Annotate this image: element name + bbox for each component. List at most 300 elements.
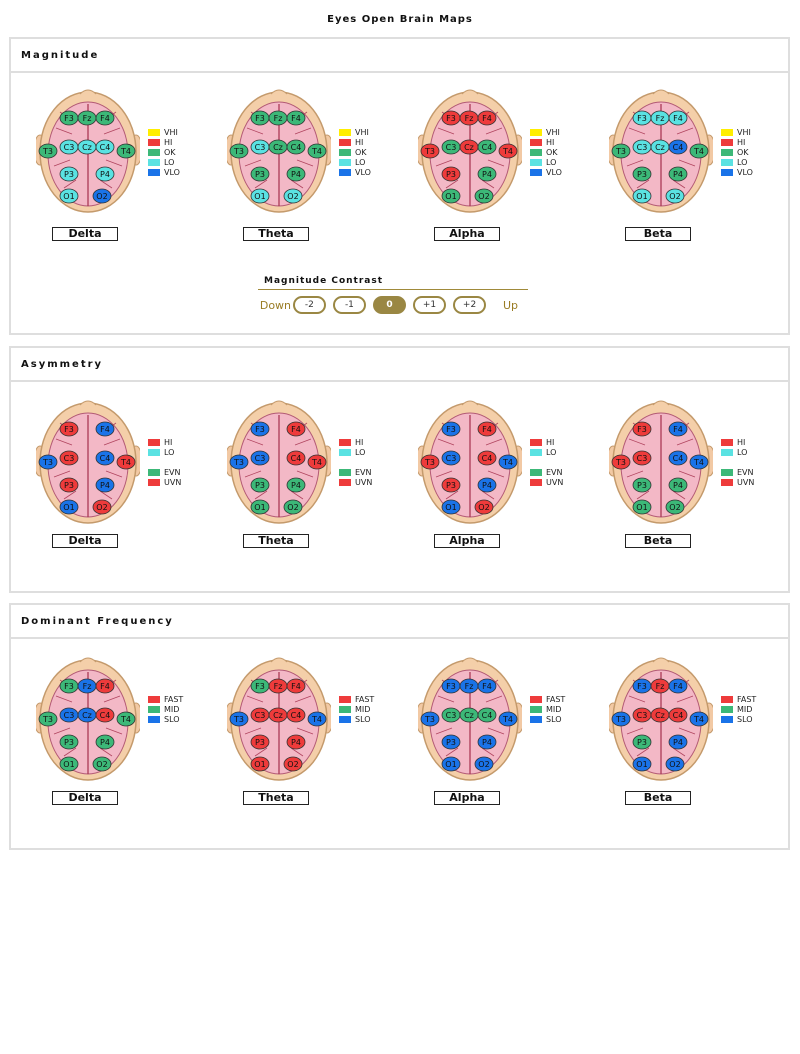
legend-label: OK — [355, 147, 367, 157]
head-illustration — [609, 656, 713, 786]
brain-map-magnitude-theta — [227, 88, 331, 240]
electrode-t3 — [612, 712, 630, 726]
legend-label: VHI — [164, 127, 178, 137]
legend-item — [148, 694, 183, 704]
legend-magnitude-beta — [721, 127, 753, 177]
legend-label: UVN — [737, 477, 755, 487]
legend-label: LO — [164, 447, 175, 457]
contrast-minus1-button[interactable]: -1 — [333, 296, 366, 314]
legend-swatch — [721, 139, 733, 146]
electrode-t3 — [39, 455, 57, 469]
electrode-f3 — [633, 111, 651, 125]
legend-swatch — [339, 716, 351, 723]
magnitude-title: Magnitude — [21, 49, 100, 61]
electrode-t4 — [499, 455, 517, 469]
svg-text:F4: F4 — [100, 425, 110, 434]
legend-swatch — [530, 139, 542, 146]
legend-asymmetry-beta — [721, 437, 754, 487]
head-illustration — [36, 399, 140, 529]
legend-item — [339, 467, 372, 477]
svg-text:P4: P4 — [673, 481, 683, 490]
legend-label: SLO — [164, 714, 180, 724]
svg-text:P3: P3 — [446, 738, 456, 747]
legend-item — [148, 457, 181, 467]
svg-text:P4: P4 — [100, 170, 110, 179]
electrode-o2 — [284, 757, 302, 771]
brain-map-asymmetry-beta — [609, 399, 713, 547]
svg-text:F3: F3 — [64, 114, 74, 123]
electrode-o1 — [633, 757, 651, 771]
legend-swatch — [530, 449, 542, 456]
svg-text:F3: F3 — [446, 114, 456, 123]
electrode-o2 — [475, 757, 493, 771]
magnitude-header — [11, 39, 788, 73]
svg-text:C4: C4 — [672, 454, 684, 463]
legend-item — [339, 157, 371, 167]
legend-label: SLO — [546, 714, 562, 724]
legend-item — [339, 714, 374, 724]
legend-swatch — [339, 449, 351, 456]
electrode-c3 — [251, 708, 269, 722]
band-label-delta: Delta — [52, 534, 118, 548]
electrode-t3 — [612, 455, 630, 469]
electrode-f4 — [287, 422, 305, 436]
electrode-p3 — [633, 478, 651, 492]
svg-text:T3: T3 — [616, 715, 626, 724]
electrode-p4 — [478, 735, 496, 749]
band-label-beta: Beta — [625, 227, 691, 241]
electrode-c3 — [251, 451, 269, 465]
legend-item — [148, 157, 180, 167]
legend-item — [530, 694, 565, 704]
svg-text:O1: O1 — [636, 503, 648, 512]
legend-item — [148, 167, 180, 177]
legend-item — [148, 477, 181, 487]
svg-text:T3: T3 — [234, 715, 244, 724]
asymmetry-header — [11, 348, 788, 382]
svg-text:F4: F4 — [482, 682, 492, 691]
head-illustration — [418, 399, 522, 529]
electrode-o1 — [60, 757, 78, 771]
svg-text:P3: P3 — [446, 481, 456, 490]
electrode-fz — [460, 111, 478, 125]
electrode-cz — [651, 140, 669, 154]
electrode-c4 — [287, 708, 305, 722]
svg-text:C3: C3 — [636, 143, 648, 152]
legend-item — [721, 127, 753, 137]
svg-text:P4: P4 — [482, 738, 492, 747]
svg-text:T3: T3 — [425, 715, 435, 724]
brain-map-dominant-frequency-beta — [609, 656, 713, 804]
electrode-c4 — [669, 708, 687, 722]
svg-text:P4: P4 — [291, 170, 301, 179]
legend-label: HI — [355, 437, 364, 447]
electrode-f4 — [669, 422, 687, 436]
electrode-o1 — [442, 189, 460, 203]
electrode-f3 — [60, 422, 78, 436]
legend-item — [339, 437, 372, 447]
electrode-t3 — [612, 144, 630, 158]
legend-label: LO — [355, 447, 366, 457]
legend-item — [530, 714, 565, 724]
legend-item — [339, 127, 371, 137]
svg-text:P3: P3 — [64, 738, 74, 747]
legend-swatch — [339, 469, 351, 476]
svg-text:O1: O1 — [254, 192, 266, 201]
electrode-o2 — [475, 500, 493, 514]
svg-text:P3: P3 — [255, 738, 265, 747]
svg-text:C3: C3 — [445, 143, 457, 152]
electrode-p3 — [60, 167, 78, 181]
legend-swatch — [721, 449, 733, 456]
dominant-frequency-title: Dominant Frequency — [21, 615, 174, 627]
svg-text:O1: O1 — [636, 192, 648, 201]
electrode-t3 — [230, 144, 248, 158]
svg-text:P4: P4 — [291, 481, 301, 490]
svg-text:F4: F4 — [291, 114, 301, 123]
brain-map-asymmetry-delta — [36, 399, 140, 547]
band-label-theta: Theta — [243, 534, 309, 548]
svg-text:F3: F3 — [637, 114, 647, 123]
legend-label: EVN — [164, 467, 181, 477]
svg-text:C4: C4 — [481, 143, 493, 152]
svg-text:O2: O2 — [287, 192, 299, 201]
legend-swatch — [530, 469, 542, 476]
electrode-f4 — [96, 111, 114, 125]
electrode-o1 — [251, 757, 269, 771]
electrode-c4 — [287, 140, 305, 154]
electrode-t3 — [230, 455, 248, 469]
electrode-f3 — [633, 422, 651, 436]
svg-text:Cz: Cz — [464, 143, 474, 152]
legend-swatch — [148, 139, 160, 146]
svg-text:C4: C4 — [290, 143, 302, 152]
svg-text:O2: O2 — [669, 503, 681, 512]
svg-text:F4: F4 — [673, 114, 683, 123]
svg-text:F3: F3 — [637, 425, 647, 434]
electrode-t4 — [690, 455, 708, 469]
electrode-cz — [269, 708, 287, 722]
electrode-f3 — [442, 111, 460, 125]
legend-label: LO — [546, 157, 557, 167]
electrode-p3 — [633, 167, 651, 181]
legend-item — [530, 477, 563, 487]
legend-item — [339, 704, 374, 714]
dominant-frequency-header — [11, 605, 788, 639]
svg-text:T3: T3 — [616, 458, 626, 467]
svg-text:O1: O1 — [445, 192, 457, 201]
legend-label: VHI — [355, 127, 369, 137]
head-illustration — [36, 88, 140, 218]
electrode-f4 — [287, 111, 305, 125]
legend-label: OK — [164, 147, 176, 157]
svg-text:F3: F3 — [64, 425, 74, 434]
svg-text:F3: F3 — [446, 682, 456, 691]
svg-text:F4: F4 — [100, 682, 110, 691]
svg-text:Fz: Fz — [655, 114, 665, 123]
electrode-o2 — [666, 757, 684, 771]
electrode-p3 — [251, 735, 269, 749]
legend-magnitude-delta — [148, 127, 180, 177]
electrode-cz — [269, 140, 287, 154]
legend-swatch — [339, 159, 351, 166]
contrast-down-label: Down — [259, 298, 292, 312]
band-label-beta: Beta — [625, 791, 691, 805]
legend-label: HI — [355, 137, 364, 147]
svg-text:P3: P3 — [255, 481, 265, 490]
svg-text:P4: P4 — [482, 481, 492, 490]
legend-item — [530, 147, 562, 157]
page-title: Eyes Open Brain Maps — [327, 14, 473, 25]
electrode-c3 — [60, 140, 78, 154]
band-label-theta: Theta — [243, 791, 309, 805]
svg-text:O2: O2 — [669, 192, 681, 201]
svg-text:C3: C3 — [636, 711, 648, 720]
svg-text:Fz: Fz — [82, 114, 92, 123]
legend-swatch — [721, 149, 733, 156]
svg-text:Fz: Fz — [464, 682, 474, 691]
svg-text:F4: F4 — [482, 425, 492, 434]
svg-text:C4: C4 — [481, 711, 493, 720]
svg-text:O2: O2 — [669, 760, 681, 769]
legend-swatch — [339, 479, 351, 486]
electrode-f4 — [478, 679, 496, 693]
electrode-fz — [651, 679, 669, 693]
head-illustration — [418, 656, 522, 786]
electrode-t3 — [39, 712, 57, 726]
legend-label: FAST — [164, 694, 184, 704]
electrode-t4 — [117, 144, 135, 158]
svg-text:O2: O2 — [478, 192, 490, 201]
legend-swatch — [339, 439, 351, 446]
electrode-f3 — [251, 111, 269, 125]
electrode-p4 — [287, 735, 305, 749]
legend-swatch — [339, 696, 351, 703]
electrode-o2 — [93, 189, 111, 203]
electrode-o2 — [284, 500, 302, 514]
electrode-o1 — [60, 500, 78, 514]
asymmetry-title: Asymmetry — [21, 358, 104, 370]
legend-label: UVN — [355, 477, 373, 487]
contrast-minus2-button[interactable]: -2 — [293, 296, 326, 314]
legend-swatch — [339, 149, 351, 156]
legend-asymmetry-alpha — [530, 437, 563, 487]
electrode-f3 — [251, 679, 269, 693]
svg-text:Cz: Cz — [655, 143, 665, 152]
legend-label: OK — [737, 147, 749, 157]
legend-swatch — [148, 479, 160, 486]
legend-item — [148, 447, 181, 457]
legend-item — [721, 694, 756, 704]
legend-item — [339, 137, 371, 147]
electrode-t4 — [499, 712, 517, 726]
legend-label: VLO — [164, 167, 180, 177]
legend-label: SLO — [737, 714, 753, 724]
svg-text:Fz: Fz — [464, 114, 474, 123]
electrode-t4 — [499, 144, 517, 158]
contrast-title: Magnitude Contrast — [264, 276, 384, 286]
svg-text:T3: T3 — [616, 147, 626, 156]
svg-text:P3: P3 — [446, 170, 456, 179]
svg-text:C4: C4 — [290, 454, 302, 463]
electrode-p3 — [251, 478, 269, 492]
legend-swatch — [530, 149, 542, 156]
legend-label: FAST — [355, 694, 375, 704]
svg-text:P4: P4 — [100, 481, 110, 490]
electrode-f3 — [251, 422, 269, 436]
legend-item — [148, 467, 181, 477]
legend-item — [148, 127, 180, 137]
legend-asymmetry-theta — [339, 437, 372, 487]
legend-swatch — [339, 706, 351, 713]
svg-text:T4: T4 — [694, 715, 704, 724]
svg-text:C3: C3 — [254, 711, 266, 720]
svg-text:F3: F3 — [255, 425, 265, 434]
svg-text:C3: C3 — [254, 454, 266, 463]
head-illustration — [227, 656, 331, 786]
svg-text:T3: T3 — [43, 458, 53, 467]
electrode-t4 — [308, 455, 326, 469]
legend-swatch — [721, 706, 733, 713]
contrast-controls — [258, 296, 528, 314]
electrode-c3 — [442, 451, 460, 465]
electrode-fz — [460, 679, 478, 693]
electrode-p4 — [96, 167, 114, 181]
svg-text:T4: T4 — [312, 147, 322, 156]
band-label-delta: Delta — [52, 227, 118, 241]
electrode-cz — [460, 708, 478, 722]
brain-map-magnitude-beta — [609, 88, 713, 240]
electrode-f3 — [60, 111, 78, 125]
head-illustration — [227, 88, 331, 218]
svg-text:P3: P3 — [637, 170, 647, 179]
contrast-0-button[interactable]: 0 — [373, 296, 406, 314]
legend-swatch — [339, 139, 351, 146]
svg-text:P3: P3 — [64, 170, 74, 179]
electrode-t4 — [690, 144, 708, 158]
electrode-f3 — [442, 422, 460, 436]
legend-swatch — [530, 706, 542, 713]
legend-item — [530, 467, 563, 477]
svg-text:T3: T3 — [425, 458, 435, 467]
svg-text:C3: C3 — [63, 454, 75, 463]
legend-swatch — [148, 439, 160, 446]
svg-text:O1: O1 — [63, 192, 75, 201]
electrode-p4 — [96, 478, 114, 492]
legend-label: EVN — [546, 467, 563, 477]
electrode-c4 — [478, 708, 496, 722]
electrode-c4 — [669, 140, 687, 154]
svg-text:T3: T3 — [43, 715, 53, 724]
legend-swatch — [148, 716, 160, 723]
electrode-p3 — [442, 735, 460, 749]
legend-item — [721, 457, 754, 467]
electrode-t4 — [690, 712, 708, 726]
electrode-o1 — [442, 757, 460, 771]
magnitude-contrast — [258, 276, 528, 314]
svg-text:O1: O1 — [445, 760, 457, 769]
electrode-p4 — [287, 478, 305, 492]
legend-swatch — [721, 716, 733, 723]
legend-swatch — [721, 479, 733, 486]
legend-item — [721, 714, 756, 724]
electrode-c4 — [96, 708, 114, 722]
svg-text:C3: C3 — [63, 143, 75, 152]
legend-item — [530, 704, 565, 714]
electrode-c3 — [442, 708, 460, 722]
svg-text:O1: O1 — [63, 760, 75, 769]
legend-label: MID — [164, 704, 180, 714]
legend-label: HI — [164, 437, 173, 447]
electrode-o1 — [251, 189, 269, 203]
legend-item — [721, 477, 754, 487]
contrast-divider — [258, 289, 528, 290]
svg-text:F4: F4 — [673, 682, 683, 691]
svg-text:T4: T4 — [503, 715, 513, 724]
legend-magnitude-alpha — [530, 127, 562, 177]
legend-item — [339, 457, 372, 467]
electrode-p3 — [633, 735, 651, 749]
legend-swatch — [148, 149, 160, 156]
legend-swatch — [339, 169, 351, 176]
legend-item — [721, 147, 753, 157]
electrode-fz — [651, 111, 669, 125]
electrode-c3 — [633, 140, 651, 154]
svg-text:O2: O2 — [96, 760, 108, 769]
legend-label: HI — [546, 137, 555, 147]
contrast-plus2-button[interactable]: +2 — [453, 296, 486, 314]
svg-text:P3: P3 — [64, 481, 74, 490]
electrode-o2 — [475, 189, 493, 203]
electrode-c3 — [633, 708, 651, 722]
legend-swatch — [148, 159, 160, 166]
electrode-o1 — [633, 189, 651, 203]
brain-map-asymmetry-alpha — [418, 399, 522, 547]
electrode-c3 — [251, 140, 269, 154]
legend-item — [721, 157, 753, 167]
electrode-c4 — [478, 451, 496, 465]
electrode-t3 — [230, 712, 248, 726]
legend-item — [148, 714, 183, 724]
electrode-o1 — [60, 189, 78, 203]
legend-swatch — [148, 129, 160, 136]
band-label-delta: Delta — [52, 791, 118, 805]
electrode-f4 — [669, 679, 687, 693]
legend-label: UVN — [164, 477, 182, 487]
legend-label: EVN — [737, 467, 754, 477]
legend-item — [530, 137, 562, 147]
legend-item — [530, 437, 563, 447]
svg-text:O1: O1 — [254, 503, 266, 512]
legend-swatch — [530, 696, 542, 703]
head-illustration — [609, 399, 713, 529]
electrode-p4 — [478, 478, 496, 492]
svg-text:F4: F4 — [291, 425, 301, 434]
electrode-f4 — [96, 679, 114, 693]
svg-text:Fz: Fz — [273, 682, 283, 691]
electrode-c4 — [96, 451, 114, 465]
svg-text:F4: F4 — [291, 682, 301, 691]
svg-text:T3: T3 — [234, 147, 244, 156]
legend-label: VLO — [546, 167, 562, 177]
legend-swatch — [530, 716, 542, 723]
svg-text:F3: F3 — [446, 425, 456, 434]
contrast-plus1-button[interactable]: +1 — [413, 296, 446, 314]
svg-text:C4: C4 — [481, 454, 493, 463]
legend-dominant-frequency-alpha — [530, 694, 565, 724]
electrode-p4 — [669, 167, 687, 181]
svg-text:O2: O2 — [96, 192, 108, 201]
